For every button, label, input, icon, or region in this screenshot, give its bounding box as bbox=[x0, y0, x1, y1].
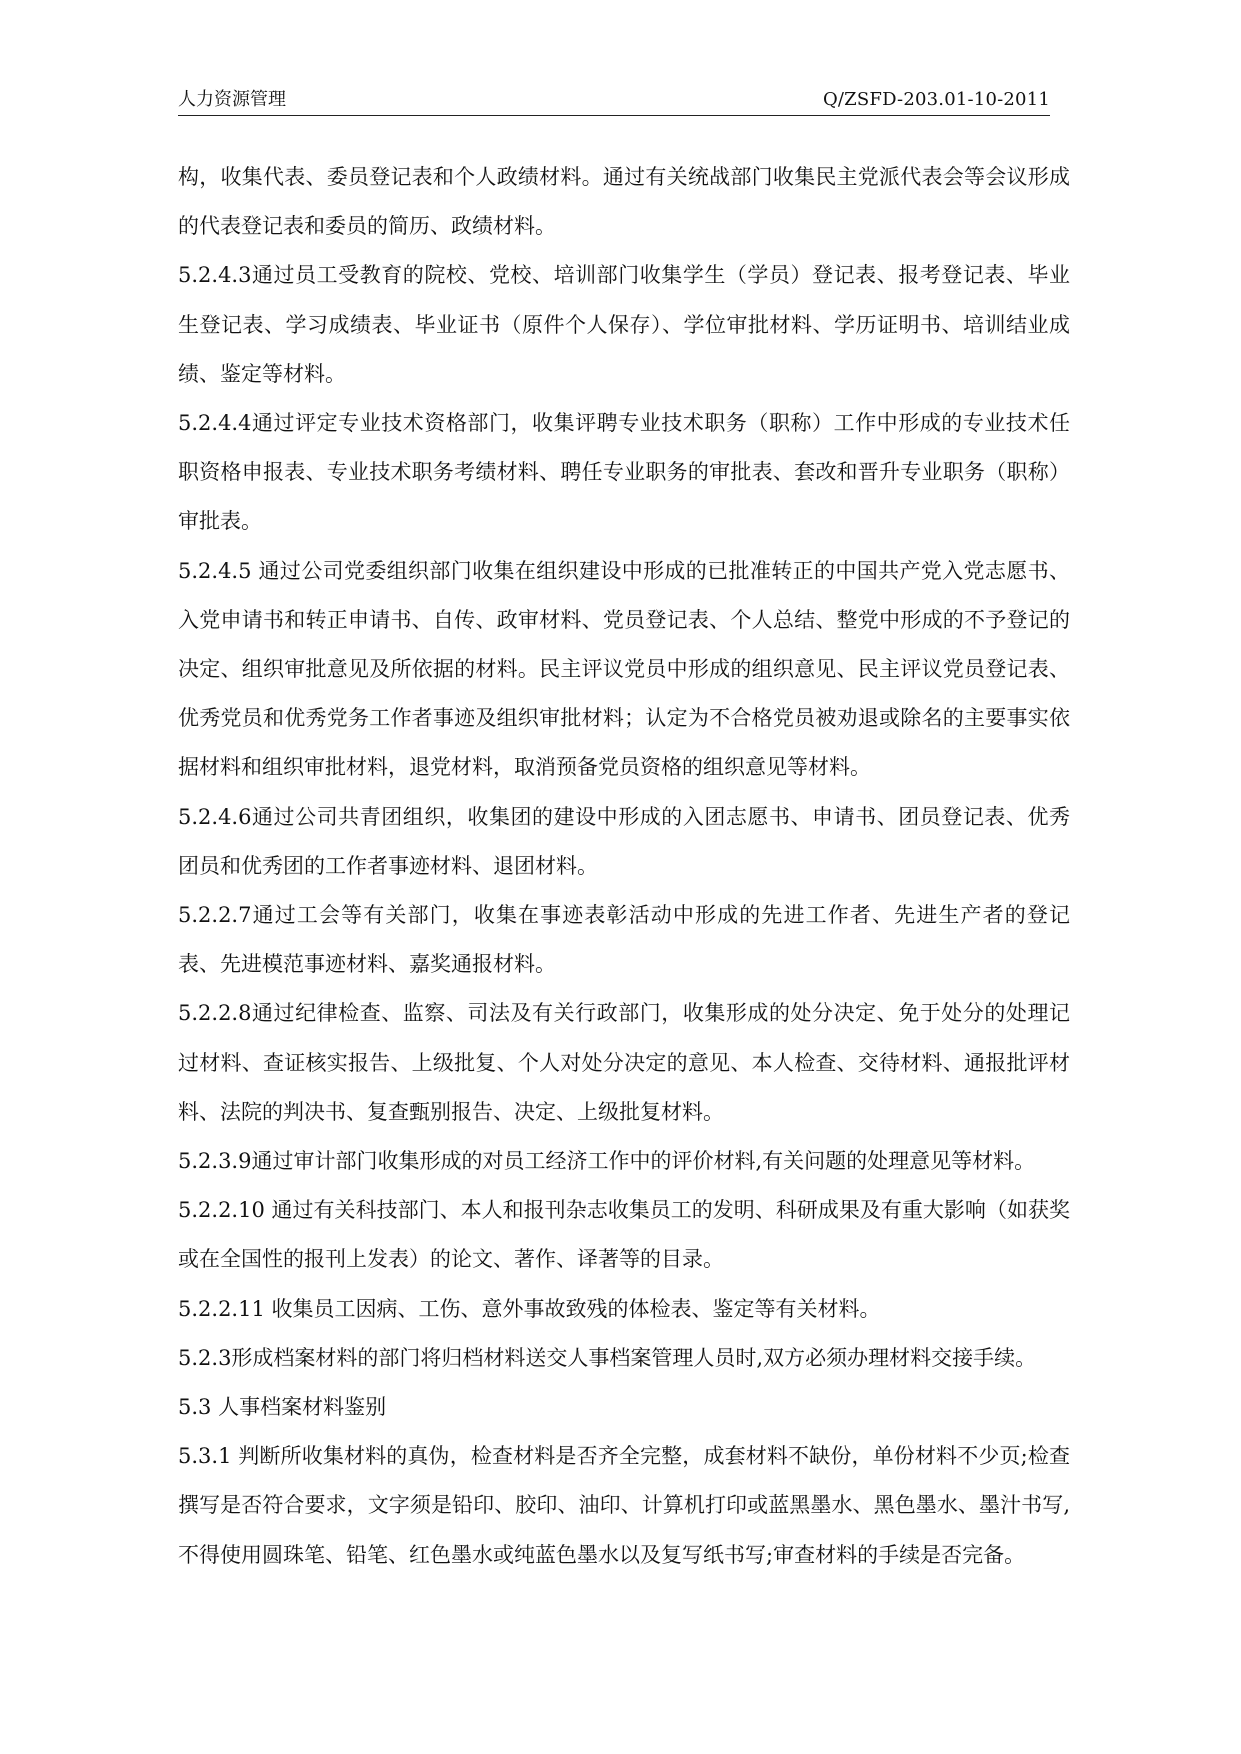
paragraph-continuation: 构，收集代表、委员登记表和个人政绩材料。通过有关统战部门收集民主党派代表会等会议形成的代表登记表和委员的简历、政绩材料。 bbox=[178, 165, 1070, 239]
page-header bbox=[178, 89, 1050, 116]
paragraph-5-2-2-8: 5.2.2.8通过纪律检查、监察、司法及有关行政部门，收集形成的处分决定、免于处分的处理记过材料、查证核实报告、上级批复、个人对处分决定的意见、本人检查、交待材料、通报批评材料、法院的判决书、复查甄别报告、决定、上级批复材料。 bbox=[178, 1001, 1070, 1124]
section-heading-5-3: 5.3 人事档案材料鉴别 bbox=[178, 1395, 387, 1420]
document-body bbox=[178, 153, 1070, 1580]
header-department: 人力资源管理 bbox=[178, 89, 286, 110]
header-document-code: Q/ZSFD-203.01-10-2011 bbox=[822, 89, 1050, 110]
paragraph-5-2-3-9: 5.2.3.9通过审计部门收集形成的对员工经济工作中的评价材料,有关问题的处理意见等材料。 bbox=[178, 1149, 1036, 1174]
paragraph-5-3-1: 5.3.1 判断所收集材料的真伪，检查材料是否齐全完整，成套材料不缺份，单份材料不少页;检查撰写是否符合要求，文字须是铅印、胶印、油印、计算机打印或蓝黑墨水、黑色墨水、墨汁书写,不得使用圆珠笔、铅笔、红色墨水或纯蓝色墨水以及复写纸书写;审查材料的手续是否完备。 bbox=[178, 1444, 1070, 1567]
paragraph-5-2-2-10: 5.2.2.10 通过有关科技部门、本人和报刊杂志收集员工的发明、科研成果及有重大影响（如获奖或在全国性的报刊上发表）的论文、著作、译著等的目录。 bbox=[178, 1198, 1070, 1272]
paragraph-5-2-4-6: 5.2.4.6通过公司共青团组织，收集团的建设中形成的入团志愿书、申请书、团员登记表、优秀团员和优秀团的工作者事迹材料、退团材料。 bbox=[178, 804, 1070, 878]
paragraph-5-2-3: 5.2.3形成档案材料的部门将归档材料送交人事档案管理人员时,双方必须办理材料交接手续。 bbox=[178, 1345, 1037, 1370]
paragraph-5-2-4-4: 5.2.4.4通过评定专业技术资格部门，收集评聘专业技术职务（职称）工作中形成的专业技术任职资格申报表、专业技术职务考绩材料、聘任专业职务的审批表、套改和晋升专业职务（职称）审批表。 bbox=[178, 411, 1070, 534]
paragraph-5-2-2-11: 5.2.2.11 收集员工因病、工伤、意外事故致残的体检表、鉴定等有关材料。 bbox=[178, 1296, 881, 1321]
paragraph-5-2-2-7: 5.2.2.7通过工会等有关部门，收集在事迹表彰活动中形成的先进工作者、先进生产者的登记表、先进模范事迹材料、嘉奖通报材料。 bbox=[178, 903, 1070, 977]
paragraph-5-2-4-3: 5.2.4.3通过员工受教育的院校、党校、培训部门收集学生（学员）登记表、报考登记表、毕业生登记表、学习成绩表、毕业证书（原件个人保存）、学位审批材料、学历证明书、培训结业成绩、鉴定等材料。 bbox=[178, 263, 1070, 386]
paragraph-5-2-4-5: 5.2.4.5 通过公司党委组织部门收集在组织建设中形成的已批准转正的中国共产党入党志愿书、入党申请书和转正申请书、自传、政审材料、党员登记表、个人总结、整党中形成的不予登记的决定、组织审批意见及所依据的材料。民主评议党员中形成的组织意见、民主评议党员登记表、优秀党员和优秀党务工作者事迹及组织审批材料；认定为不合格党员被劝退或除名的主要事实依据材料和组织审批材料，退党材料，取消预备党员资格的组织意见等材料。 bbox=[178, 558, 1070, 780]
